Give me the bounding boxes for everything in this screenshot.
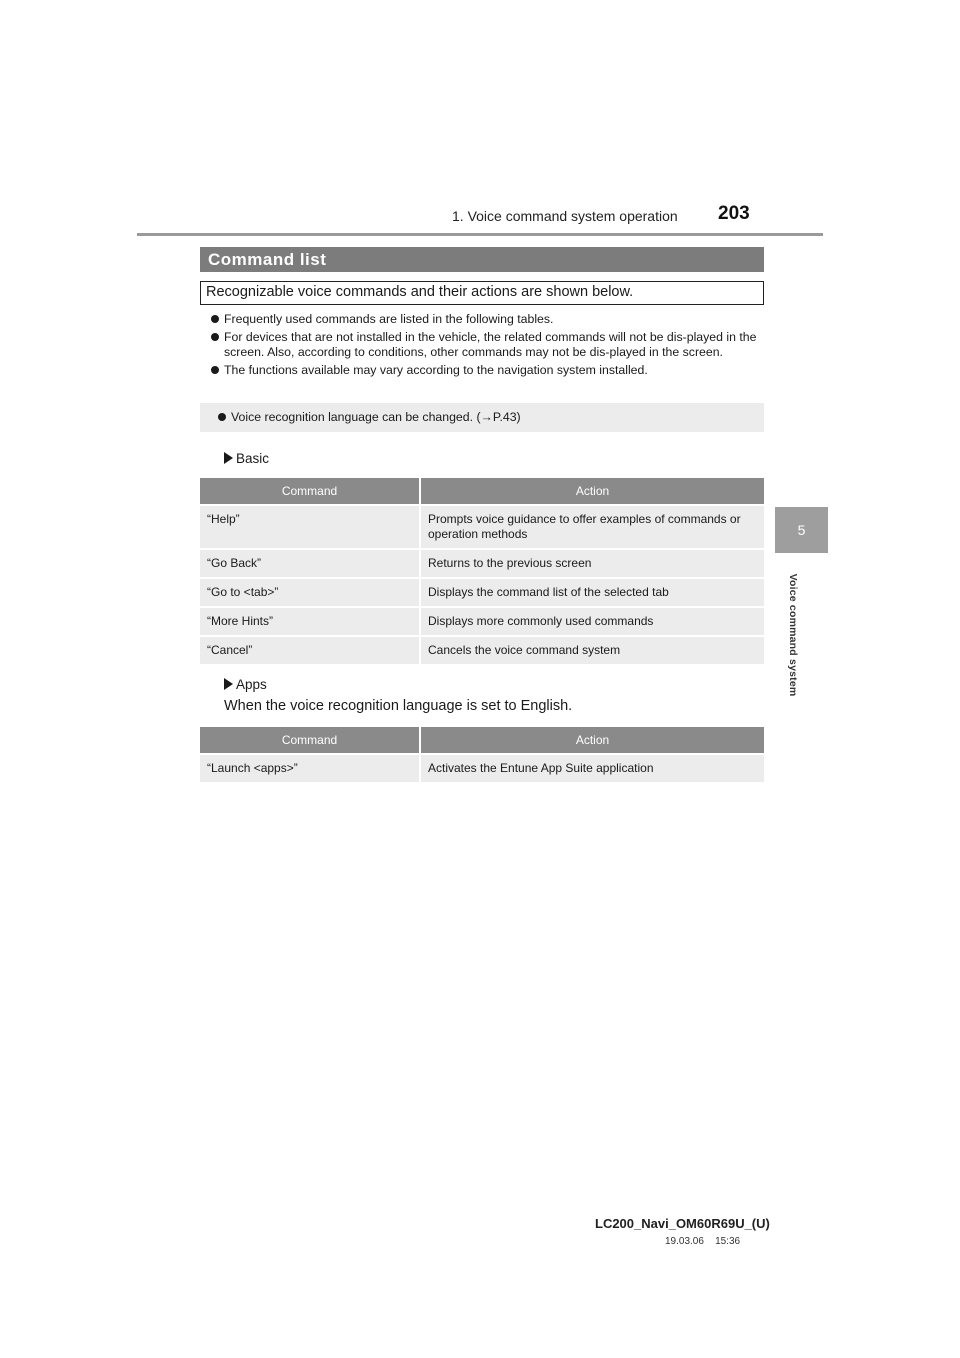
triangle-right-icon xyxy=(224,678,233,690)
subheading-basic: Basic xyxy=(224,451,269,466)
action-cell: Prompts voice guidance to offer examples of commands or operation methods xyxy=(420,505,764,549)
table-row xyxy=(200,505,764,549)
action-cell: Displays the command list of the selected tab xyxy=(420,578,764,607)
command-cell: “Cancel” xyxy=(200,636,420,664)
column-header-command: Command xyxy=(200,478,420,505)
section-title: Command list xyxy=(208,250,327,269)
section-heading-bar xyxy=(200,247,764,272)
chapter-label: Voice command system xyxy=(787,573,799,697)
command-cell: “Go Back” xyxy=(200,549,420,578)
triangle-right-icon xyxy=(224,452,233,464)
running-header-title: 1. Voice command system operation xyxy=(452,208,678,224)
table-row xyxy=(200,607,764,636)
column-header-action: Action xyxy=(420,727,764,754)
command-cell: “Help” xyxy=(200,505,420,549)
note-text: Voice recognition language can be changed. (→P.43) xyxy=(231,410,521,424)
action-cell: Returns to the previous screen xyxy=(420,549,764,578)
column-header-action: Action xyxy=(420,478,764,505)
page-number: 203 xyxy=(718,203,750,224)
bullet-dot-icon xyxy=(211,333,219,341)
command-cell: “More Hints” xyxy=(200,607,420,636)
table-row xyxy=(200,549,764,578)
chapter-label-vertical xyxy=(786,560,800,710)
header-divider xyxy=(137,233,823,236)
table-row xyxy=(200,636,764,664)
bullet-item: Frequently used commands are listed in the following tables. xyxy=(211,312,757,327)
column-header-command: Command xyxy=(200,727,420,754)
action-cell: Displays more commonly used commands xyxy=(420,607,764,636)
table-row xyxy=(200,578,764,607)
print-timestamp xyxy=(665,1236,740,1247)
table-header-row xyxy=(200,478,764,505)
command-cell: “Launch <apps>” xyxy=(200,754,420,782)
chapter-tab xyxy=(775,507,828,553)
print-time: 15:36 xyxy=(715,1236,741,1247)
subheading-apps: Apps xyxy=(224,677,267,692)
note-box xyxy=(200,403,764,432)
print-date: 19.03.06 xyxy=(665,1236,704,1247)
intro-box xyxy=(200,281,764,305)
apps-command-table xyxy=(200,727,764,782)
action-cell: Cancels the voice command system xyxy=(420,636,764,664)
document-id: LC200_Navi_OM60R69U_(U) xyxy=(595,1216,770,1231)
bullet-dot-icon xyxy=(211,366,219,374)
chapter-number: 5 xyxy=(797,522,806,538)
command-cell: “Go to <tab>” xyxy=(200,578,420,607)
basic-command-table xyxy=(200,478,764,664)
bullet-dot-icon xyxy=(218,413,226,421)
bullet-dot-icon xyxy=(211,315,219,323)
action-cell: Activates the Entune App Suite application xyxy=(420,754,764,782)
bullet-item: The functions available may vary according to the navigation system installed. xyxy=(211,363,757,378)
table-row xyxy=(200,754,764,782)
apps-description: When the voice recognition language is set to English. xyxy=(224,698,573,714)
table-header-row xyxy=(200,727,764,754)
intro-text: Recognizable voice commands and their actions are shown below. xyxy=(206,284,634,300)
bullet-item: For devices that are not installed in the vehicle, the related commands will not be dis-played in the screen. Also, according to conditions, other commands may not be dis-played in the screen. xyxy=(211,330,757,360)
bullet-list xyxy=(211,312,757,381)
